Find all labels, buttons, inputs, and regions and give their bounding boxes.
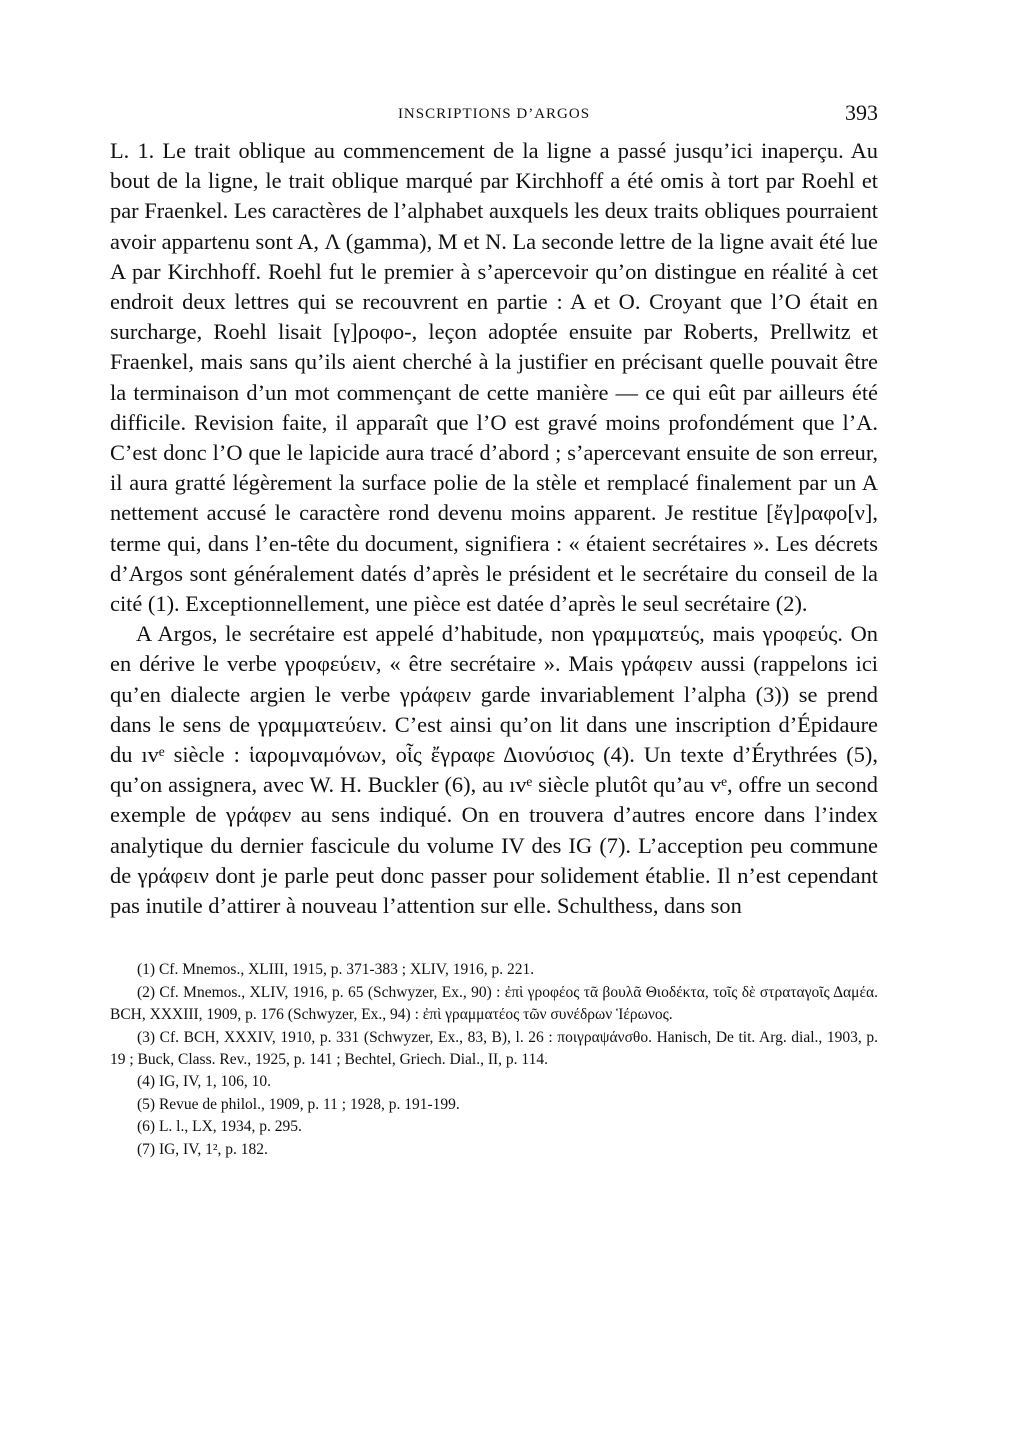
page xyxy=(110,100,878,1161)
running-head xyxy=(110,100,878,136)
running-title: INSCRIPTIONS D’ARGOS xyxy=(397,106,591,122)
footnote-5: (5) Revue de philol., 1909, p. 11 ; 1928, p. 191-199. xyxy=(137,1095,460,1113)
page-number: 393 xyxy=(845,100,878,125)
footnote-6: (6) L. l., LX, 1934, p. 295. xyxy=(137,1118,302,1136)
paragraph-2: A Argos, le secrétaire est appelé d’habitude, non γραμματεύς, mais γροφεύς. On en dérive le verbe γροφεύειν, « être secrétaire ». Mais γράφειν aussi (rappelons ici qu’en dialecte argien le verbe γράφειν garde invariablement l’alpha (3)) se prend dans le sens de γραμματεύειν. C’est ainsi qu’on lit dans une inscription d’Épidaure du ıvᵉ siècle : ἱαρομναμόνων, οἷς ἔγραφε Διονύσιος (4). Un texte d’Érythrées (5), qu’on assignera, avec W. H. Buckler (6), au ıvᵉ siècle plutôt qu’au vᵉ, offre un second exemple de γράφεν au sens indiqué. On en trouvera d’autres encore dans l’index analytique du dernier fascicule du volume IV des IG (7). L’acception peu commune de γράφειν dont je parle peut donc passer pour solidement établie. Il n’est cependant pas inutile d’attirer à nouveau l’attention sur elle. Schulthess, dans son xyxy=(110,621,878,919)
footnote-1: (1) Cf. Mnemos., XLIII, 1915, p. 371-383 ; XLIV, 1916, p. 221. xyxy=(137,961,535,979)
footnotes xyxy=(110,959,878,1161)
footnote-2: (2) Cf. Mnemos., XLIV, 1916, p. 65 (Schwyzer, Ex., 90) : ἐπὶ γροφέος τᾶ βουλᾶ Θιοδέκτα, τοῖς δὲ στραταγοῖς Δαμέα. BCH, XXXIII, 1909, p. 176 (Schwyzer, Ex., 94) : ἐπὶ γραμματέος τῶν συνέδρων Ἱέρωνος. xyxy=(110,983,878,1024)
footnote-3: (3) Cf. BCH, XXXIV, 1910, p. 331 (Schwyzer, Ex., 83, B), l. 26 : ποιγραψάνσθο. Hanisch, De tit. Arg. dial., 1903, p. 19 ; Buck, Class. Rev., 1925, p. 141 ; Bechtel, Griech. Dial., II, p. 114. xyxy=(110,1028,878,1068)
footnote-7: (7) IG, IV, 1², p. 182. xyxy=(137,1140,268,1158)
paragraph-1: L. 1. Le trait oblique au commencement de la ligne a passé jusqu’ici inaperçu. Au bout de la ligne, le trait oblique marqué par Kirchhoff a été omis à tort par Roehl et par Fraenkel. Les caractères de l’alphabet auxquels les deux traits obliques pourraient avoir appartenu sont A, Λ (gamma), M et N. La seconde lettre de la ligne avait été lue A par Kirchhoff. Roehl fut le premier à s’apercevoir qu’on distingue en réalité à cet endroit deux lettres qui se recouvrent en partie : A et O. Croyant que l’O était en surcharge, Roehl lisait [γ]ροφο-, leçon adoptée ensuite par Roberts, Prellwitz et Fraenkel, mais sans qu’ils aient cherché à la justifier en précisant quelle pouvait être la terminaison d’un mot commençant de cette manière — ce qui eût par ailleurs été difficile. Revision faite, il apparaît que l’O est gravé moins profondément que l’A. C’est donc l’O que le lapicide aura tracé d’abord ; s’apercevant ensuite de son erreur, il aura gratté légèrement la surface polie de la stèle et remplacé finalement par un A nettement accusé le caractère rond devenu moins apparent. Je restitue [ἔγ]ραφο[ν], terme qui, dans l’en-tête du document, signifiera : « étaient secrétaires ». Les décrets d’Argos sont généralement datés d’après le président et le secrétaire du conseil de la cité (1). Exceptionnellement, une pièce est datée d’après le seul secrétaire (2). xyxy=(110,138,878,617)
body-text xyxy=(110,136,878,921)
footnote-4: (4) IG, IV, 1, 106, 10. xyxy=(137,1073,272,1091)
